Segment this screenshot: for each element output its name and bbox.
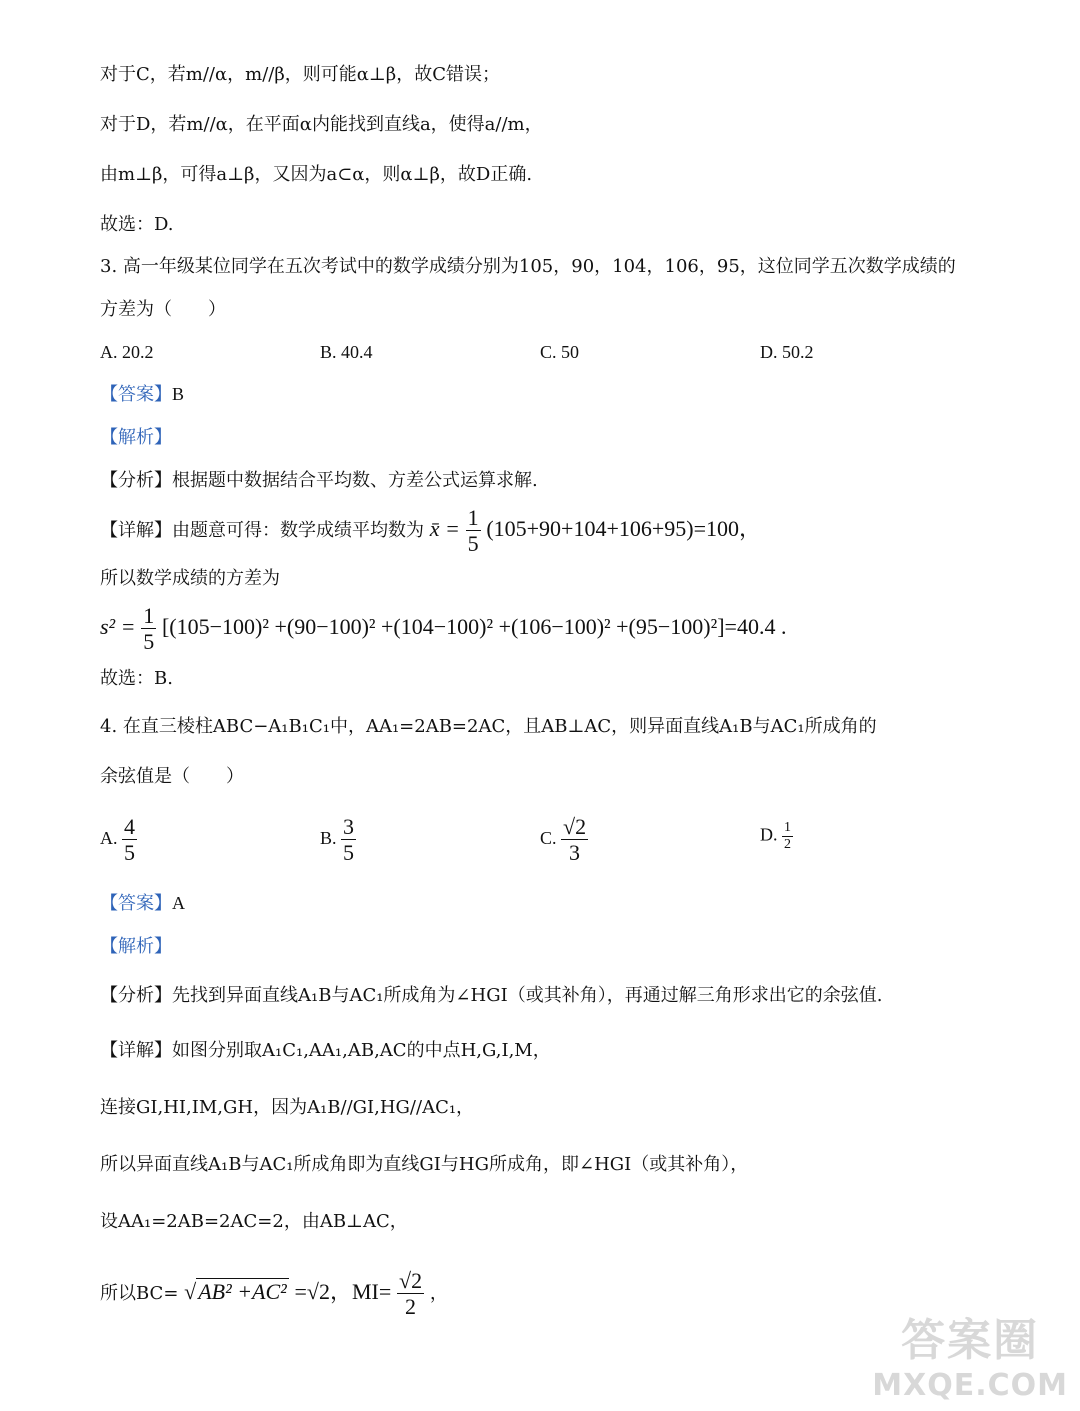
variance-fraction: [141, 603, 156, 655]
fraction-denominator: 2: [405, 1294, 417, 1320]
detail-tag: 【详解】: [100, 519, 172, 541]
q3-jiexi-tag: 【解析】: [100, 427, 172, 448]
sqrt-expression: √AB² +AC²: [184, 1278, 287, 1304]
option-fraction: [561, 814, 588, 866]
q3-option-b: B. 40.4: [320, 342, 373, 362]
watermark-logo: [872, 1304, 1068, 1403]
option-label: A.: [100, 827, 118, 848]
fraction-denominator: 5: [467, 531, 479, 557]
fraction-denominator: 3: [569, 840, 581, 866]
text-segment: =√2，MI=: [294, 1278, 392, 1304]
text-line: 连接GI,HI,IM,GH，因为A₁B//GI,HG//AC₁，: [100, 1097, 475, 1118]
q4-analysis: [100, 985, 882, 1007]
text-segment: ，: [429, 1282, 448, 1304]
q4-option-b: [320, 814, 356, 866]
option-fraction: [782, 820, 793, 853]
fraction-numerator: 1: [143, 603, 155, 628]
mean-fraction: [466, 505, 481, 557]
fraction-numerator: 1: [782, 820, 793, 837]
fraction-denominator: 2: [784, 837, 791, 853]
q3-conclusion: 故选：B.: [100, 668, 173, 689]
text-line: 对于C，若m//α，m//β，则可能α⊥β，故C错误；: [100, 64, 500, 85]
fraction-numerator: √2: [399, 1268, 423, 1293]
q3-variance-intro: 所以数学成绩的方差为: [100, 568, 280, 589]
fraction-denominator: 5: [143, 629, 155, 655]
mean-symbol: x̄ =: [429, 515, 460, 541]
analysis-text: 先找到异面直线A₁B与AC₁所成角为∠HGI（或其补角），再通过解三角形求出它的余弦值.: [172, 985, 883, 1006]
answer-value: A: [172, 893, 185, 913]
question-3-stem-cont: 方差为（ ）: [100, 299, 226, 320]
q3-variance-formula: [100, 603, 786, 655]
option-label: B.: [320, 827, 337, 848]
mi-fraction: [397, 1268, 424, 1320]
fraction-denominator: 5: [124, 840, 135, 866]
text-line: 对于D，若m//α，在平面α内能找到直线a，使得a//m，: [100, 114, 543, 135]
mean-expression: (105+90+104+106+95)=100，: [486, 515, 762, 541]
fraction-denominator: 5: [343, 840, 355, 866]
q4-jiexi-tag: 【解析】: [100, 936, 172, 957]
q4-bc-mi-line: [100, 1268, 448, 1320]
q3-option-a: A. 20.2: [100, 342, 154, 362]
text-line: 设AA₁=2AB=2AC=2，由AB⊥AC，: [100, 1211, 408, 1232]
variance-symbol: s² =: [100, 613, 136, 639]
detail-text: 如图分别取A₁C₁,AA₁,AB,AC的中点H,G,I,M，: [172, 1040, 551, 1061]
q3-option-d: D. 50.2: [760, 342, 814, 362]
option-fraction: [341, 814, 356, 866]
analysis-tag: 【分析】: [100, 985, 172, 1006]
option-label: D.: [760, 824, 778, 845]
variance-expression: [(105−100)² +(90−100)² +(104−100)² +(106−100)² +(95−100)²]=40.4 .: [161, 613, 787, 639]
q4-option-d: [760, 820, 793, 853]
q4-detail: [100, 1040, 551, 1062]
answer-value: B: [172, 384, 185, 404]
fraction-numerator: 4: [124, 814, 135, 839]
q3-option-c: C. 50: [540, 342, 580, 362]
text-line: 由m⊥β，可得a⊥β，又因为a⊂α，则α⊥β，故D正确.: [100, 164, 533, 185]
fraction-numerator: √2: [563, 814, 587, 839]
question-4-stem: 4. 在直三棱柱ABC−A₁B₁C₁中，AA₁=2AB=2AC，且AB⊥AC，则异面直线A₁B与AC₁所成角的: [100, 716, 877, 737]
fraction-numerator: 3: [343, 814, 355, 839]
q3-analysis: [100, 470, 538, 492]
text-line: 所以异面直线A₁B与AC₁所成角即为直线GI与HG所成角，即∠HGI（或其补角），: [100, 1154, 749, 1175]
text-segment: 所以BC=: [100, 1282, 179, 1304]
text-line: 故选：D.: [100, 214, 174, 235]
question-3-stem: 3. 高一年级某位同学在五次考试中的数学成绩分别为105，90，104，106，95，这位同学五次数学成绩的: [100, 256, 956, 277]
detail-tag: 【详解】: [100, 1040, 172, 1061]
option-fraction: [122, 814, 137, 866]
detail-text: 由题意可得：数学成绩平均数为: [172, 519, 424, 541]
q4-option-a: [100, 814, 137, 866]
analysis-tag: 【分析】: [100, 470, 172, 491]
analysis-text: 根据题中数据结合平均数、方差公式运算求解.: [172, 470, 538, 491]
q3-detail: [100, 505, 761, 557]
fraction-numerator: 1: [467, 505, 479, 530]
q4-answer: [100, 893, 185, 915]
radicand: AB² +AC²: [198, 1278, 287, 1304]
option-label: C.: [540, 827, 557, 848]
answer-tag: 【答案】: [100, 893, 172, 914]
q3-answer: [100, 384, 184, 406]
q4-option-c: [540, 814, 588, 866]
question-4-stem-cont: 余弦值是（ ）: [100, 766, 244, 787]
watermark-top: 答案圈: [901, 1315, 1040, 1366]
answer-tag: 【答案】: [100, 384, 172, 405]
watermark-bottom: MXQE.COM: [872, 1368, 1068, 1403]
